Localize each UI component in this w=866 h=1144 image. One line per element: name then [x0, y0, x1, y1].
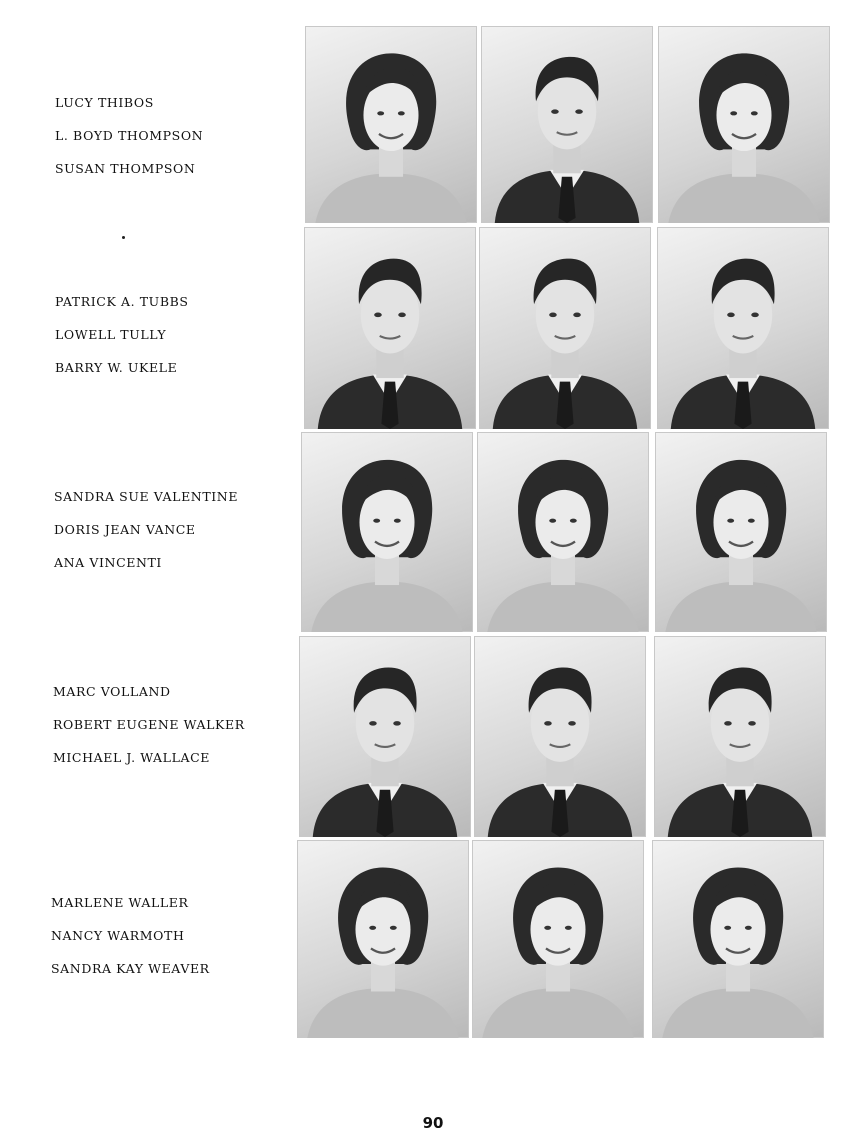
student-portrait-photo — [305, 26, 477, 223]
student-portrait-photo — [301, 432, 473, 632]
student-name: PATRICK A. TUBBS — [55, 294, 189, 309]
student-name: SUSAN THOMPSON — [55, 161, 196, 176]
student-portrait-photo — [654, 636, 826, 837]
name-list-row-2 — [55, 285, 189, 384]
student-portrait-photo — [297, 840, 469, 1038]
student-portrait-photo — [304, 227, 476, 429]
student-portrait-photo — [658, 26, 830, 223]
student-portrait-photo — [479, 227, 651, 429]
student-name: ANA VINCENTI — [54, 555, 162, 570]
student-name: SANDRA KAY WEAVER — [51, 961, 210, 976]
student-portrait-photo — [652, 840, 824, 1038]
student-portrait-photo — [657, 227, 829, 429]
student-name: SANDRA SUE VALENTINE — [54, 489, 239, 504]
student-name: LUCY THIBOS — [55, 95, 154, 110]
student-portrait-photo — [474, 636, 646, 837]
student-name: MARLENE WALLER — [51, 895, 189, 910]
student-name: L. BOYD THOMPSON — [55, 128, 204, 143]
student-portrait-photo — [472, 840, 644, 1038]
student-name: MICHAEL J. WALLACE — [53, 750, 210, 765]
name-list-row-3 — [54, 480, 238, 579]
name-list-row-5 — [51, 886, 210, 985]
student-portrait-photo — [477, 432, 649, 632]
student-portrait-photo — [299, 636, 471, 837]
student-name: MARC VOLLAND — [53, 684, 171, 699]
stray-mark — [122, 236, 125, 239]
name-list-row-4 — [53, 675, 245, 774]
page-number: 90 — [422, 1114, 444, 1132]
student-portrait-photo — [655, 432, 827, 632]
student-name: DORIS JEAN VANCE — [54, 522, 196, 537]
student-name: BARRY W. UKELE — [55, 360, 178, 375]
student-name: LOWELL TULLY — [55, 327, 167, 342]
name-list-row-1 — [55, 86, 203, 185]
student-name: NANCY WARMOTH — [51, 928, 185, 943]
student-portrait-photo — [481, 26, 653, 223]
student-name: ROBERT EUGENE WALKER — [53, 717, 245, 732]
